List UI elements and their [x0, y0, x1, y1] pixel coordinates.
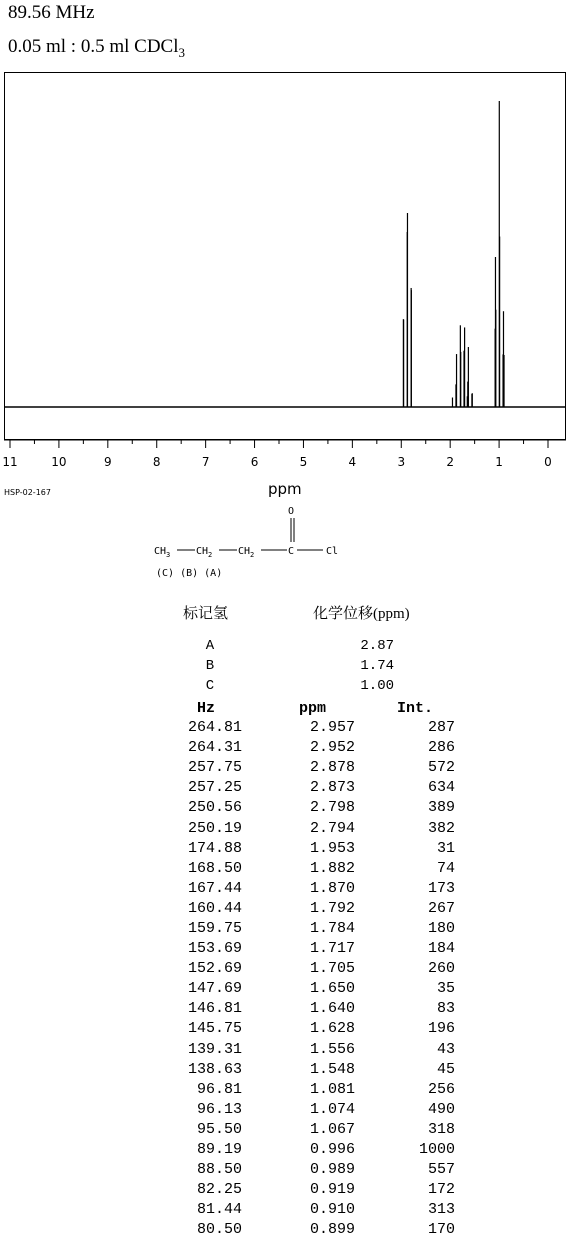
- peak-table: [150, 698, 455, 1240]
- cell-hz: 264.31: [187, 739, 242, 757]
- cell-ppm: 0.996: [309, 1141, 355, 1159]
- cell-hz: 81.44: [196, 1201, 242, 1219]
- x-tick-label: 2: [446, 455, 455, 469]
- cell-hz: 152.69: [187, 960, 242, 978]
- cell-ppm: 1.792: [309, 899, 355, 917]
- table-row: [150, 1019, 455, 1039]
- cell-int: 256: [427, 1080, 455, 1098]
- ch2-group-a: $CH_2$: [238, 546, 255, 559]
- cell-ppm: 1.081: [309, 1080, 355, 1098]
- cell-int: 1000: [418, 1141, 455, 1159]
- ch3-group: $CH_3$: [154, 546, 171, 559]
- cell-ppm: 2.798: [309, 799, 355, 817]
- table-row: [150, 859, 455, 879]
- spectrum-id: HSP-02-167: [4, 488, 51, 497]
- x-tick-label: 9: [103, 455, 112, 469]
- cell-ppm: 1.882: [309, 859, 355, 877]
- cell-int: 196: [427, 1020, 455, 1038]
- cell-hz: 167.44: [187, 879, 242, 897]
- cell-hz: 96.81: [196, 1080, 242, 1098]
- table-row: [150, 1200, 455, 1220]
- cell-ppm: 1.640: [309, 1000, 355, 1018]
- cell-int: 172: [427, 1181, 455, 1199]
- cell-ppm: 1.067: [309, 1120, 355, 1138]
- cell-int: 35: [436, 980, 455, 998]
- col-int: Int.: [396, 699, 433, 717]
- cell-ppm: 1.953: [309, 839, 355, 857]
- cell-int: 286: [427, 739, 455, 757]
- x-tick-label: 1: [495, 455, 503, 469]
- assignment-labels: [200, 636, 220, 696]
- solvent-text: 0.05 ml : 0.5 ml CDCl: [8, 36, 179, 57]
- cell-int: 634: [427, 779, 455, 797]
- assignment-shift: 1.00: [360, 678, 394, 694]
- cell-int: 287: [427, 719, 455, 737]
- x-tick-label: 10: [51, 455, 67, 469]
- cell-hz: 257.25: [187, 779, 242, 797]
- x-tick-label: 8: [152, 455, 161, 469]
- cell-hz: 146.81: [187, 1000, 242, 1018]
- plot-frame: [5, 73, 566, 440]
- cell-hz: 160.44: [187, 899, 242, 917]
- table-row: [150, 1220, 455, 1240]
- cell-ppm: 0.989: [309, 1161, 355, 1179]
- cell-int: 31: [436, 839, 455, 857]
- cell-int: 260: [427, 960, 455, 978]
- cell-ppm: 1.784: [309, 919, 355, 937]
- assignment-shift: 2.87: [360, 638, 394, 654]
- cell-hz: 257.75: [187, 759, 242, 777]
- carbonyl-carbon: C: [288, 546, 295, 557]
- cell-hz: 264.81: [187, 719, 242, 737]
- cell-ppm: 2.952: [309, 739, 355, 757]
- table-row: [150, 1100, 455, 1120]
- table-row: [150, 1180, 455, 1200]
- cell-hz: 250.56: [187, 799, 242, 817]
- header-marked-hydrogen: 标记氢: [183, 606, 229, 622]
- cell-hz: 95.50: [196, 1120, 242, 1138]
- cell-hz: 145.75: [187, 1020, 242, 1038]
- cell-hz: 80.50: [196, 1221, 242, 1239]
- cell-int: 389: [427, 799, 455, 817]
- cell-ppm: 1.628: [309, 1020, 355, 1038]
- cell-int: 83: [436, 1000, 455, 1018]
- table-row: [150, 818, 455, 838]
- table-row: [150, 999, 455, 1019]
- x-tick-label: 7: [201, 455, 210, 469]
- cell-int: 572: [427, 759, 455, 777]
- spectrometer-frequency: 89.56 MHz: [8, 2, 95, 23]
- cell-ppm: 1.556: [309, 1040, 355, 1058]
- cell-ppm: 0.899: [309, 1221, 355, 1239]
- table-row: [150, 1140, 455, 1160]
- cell-int: 318: [427, 1120, 455, 1138]
- oxygen-atom: O: [288, 506, 295, 517]
- table-row: [150, 758, 455, 778]
- assignment-label: B: [205, 658, 215, 674]
- table-row: [150, 1160, 455, 1180]
- x-tick-label: 0: [544, 455, 552, 469]
- cell-hz: 138.63: [187, 1060, 242, 1078]
- cell-ppm: 2.794: [309, 819, 355, 837]
- cell-hz: 139.31: [187, 1040, 242, 1058]
- table-row: [150, 879, 455, 899]
- table-row: [150, 778, 455, 798]
- cell-ppm: 2.878: [309, 759, 355, 777]
- x-tick-label: 6: [250, 455, 259, 469]
- table-row: [150, 979, 455, 999]
- cell-ppm: 1.717: [309, 940, 355, 958]
- cell-hz: 174.88: [187, 839, 242, 857]
- x-tick-label: 11: [2, 455, 18, 469]
- cell-int: 267: [427, 899, 455, 917]
- cell-hz: 159.75: [187, 919, 242, 937]
- cell-int: 170: [427, 1221, 455, 1239]
- x-axis-ticks: [2, 440, 551, 469]
- cell-ppm: 0.910: [309, 1201, 355, 1219]
- cell-hz: 96.13: [196, 1100, 242, 1118]
- cell-ppm: 1.870: [309, 879, 355, 897]
- table-row: [150, 738, 455, 758]
- cell-int: 557: [427, 1161, 455, 1179]
- structure-diagram: [150, 504, 380, 584]
- cell-hz: 147.69: [187, 980, 242, 998]
- peak-group: [403, 101, 504, 407]
- cell-ppm: 0.919: [309, 1181, 355, 1199]
- cell-ppm: 1.074: [309, 1100, 355, 1118]
- ch2-group-b: $CH_2$: [196, 546, 213, 559]
- cell-hz: 89.19: [196, 1141, 242, 1159]
- cell-ppm: 1.548: [309, 1060, 355, 1078]
- solvent-subscript: 3: [178, 44, 185, 60]
- cell-int: 43: [436, 1040, 455, 1058]
- solvent-info: [8, 36, 185, 61]
- peak-table-header: [150, 698, 455, 718]
- cell-hz: 153.69: [187, 940, 242, 958]
- assignment-label: C: [205, 678, 215, 694]
- x-tick-label: 3: [397, 455, 406, 469]
- cell-int: 45: [436, 1060, 455, 1078]
- cell-ppm: 2.957: [309, 719, 355, 737]
- cell-hz: 168.50: [187, 859, 242, 877]
- cell-hz: 250.19: [187, 819, 242, 837]
- cell-int: 74: [436, 859, 455, 877]
- cell-ppm: 1.650: [309, 980, 355, 998]
- cell-int: 490: [427, 1100, 455, 1118]
- assignment-label: A: [205, 638, 215, 654]
- table-row: [150, 1080, 455, 1100]
- table-row: [150, 899, 455, 919]
- table-row: [150, 798, 455, 818]
- table-row: [150, 839, 455, 859]
- cell-ppm: 2.873: [309, 779, 355, 797]
- table-row: [150, 939, 455, 959]
- cell-hz: 88.50: [196, 1161, 242, 1179]
- assignment-shifts: [330, 636, 394, 696]
- cell-hz: 82.25: [196, 1181, 242, 1199]
- cell-int: 173: [427, 879, 455, 897]
- cell-ppm: 1.705: [309, 960, 355, 978]
- assignment-shift: 1.74: [360, 658, 394, 674]
- x-tick-label: 5: [299, 455, 308, 469]
- col-ppm: ppm: [298, 699, 326, 717]
- table-row: [150, 919, 455, 939]
- x-tick-label: 4: [348, 455, 357, 469]
- cell-int: 382: [427, 819, 455, 837]
- chlorine-atom: Cl: [326, 546, 339, 557]
- col-hz: Hz: [196, 699, 215, 717]
- cell-int: 180: [427, 919, 455, 937]
- table-row: [150, 1120, 455, 1140]
- table-row: [150, 1040, 455, 1060]
- table-row: [150, 1060, 455, 1080]
- cell-int: 184: [427, 940, 455, 958]
- header-chemical-shift: 化学位移(ppm): [313, 606, 410, 622]
- nmr-spectrum-chart: [0, 68, 570, 488]
- table-row: [150, 959, 455, 979]
- hydrogen-labels: (C) (B) (A): [156, 568, 223, 579]
- x-axis-label: ppm: [268, 480, 302, 498]
- table-row: [150, 718, 455, 738]
- cell-int: 313: [427, 1201, 455, 1219]
